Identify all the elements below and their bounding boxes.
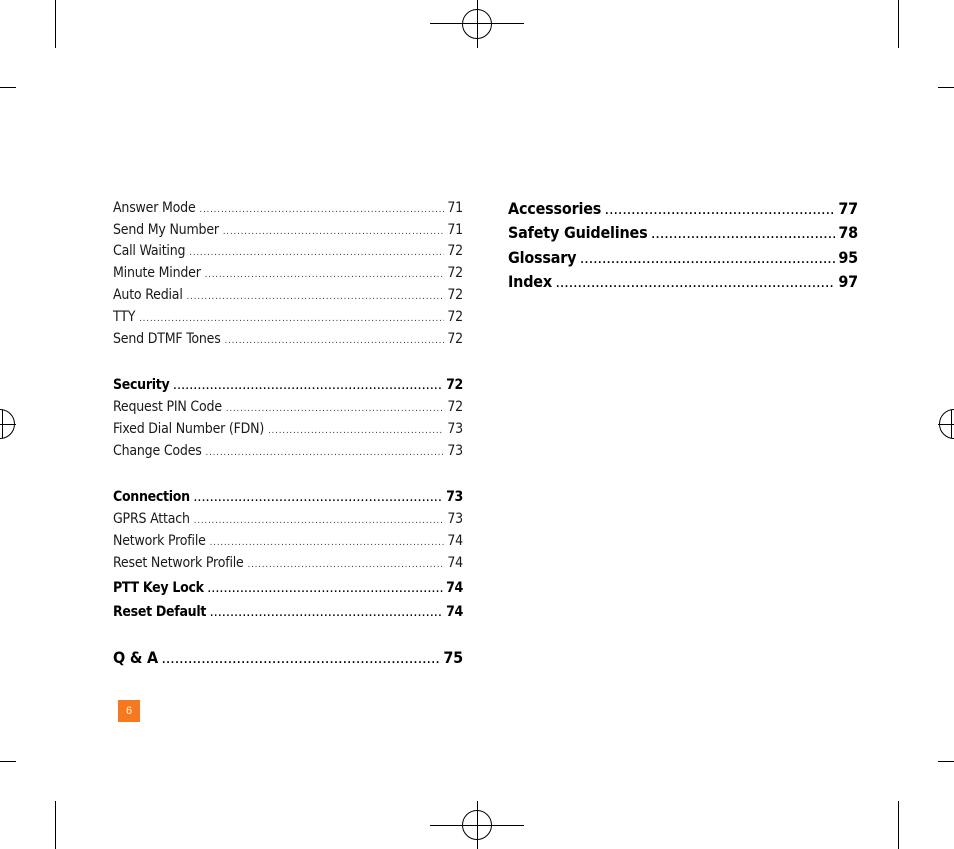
- toc-entry-page: 73: [446, 489, 463, 506]
- dot-leader: [225, 337, 445, 346]
- toc-entry[interactable]: [113, 309, 463, 327]
- toc-entry-page: 77: [838, 199, 858, 219]
- crop-mark: [898, 0, 899, 48]
- dot-leader: [580, 256, 835, 266]
- toc-entry-page: 72: [447, 309, 463, 326]
- toc-entry-page: 73: [447, 511, 463, 528]
- toc-entry-page: 74: [447, 555, 463, 572]
- toc-entry-page: 73: [447, 443, 463, 460]
- dot-leader: [173, 383, 443, 392]
- toc-entry-page: 75: [443, 648, 463, 668]
- crop-mark: [55, 801, 56, 849]
- crop-mark: [0, 87, 16, 88]
- toc-entry[interactable]: [113, 265, 463, 283]
- crop-mark: [55, 0, 56, 48]
- registration-circle: [462, 9, 492, 39]
- dot-leader: [605, 207, 835, 217]
- toc-entry-label: Send My Number: [113, 222, 219, 239]
- toc-entry-page: 74: [446, 580, 463, 597]
- toc-entry[interactable]: [113, 377, 463, 395]
- toc-entry-label: Send DTMF Tones: [113, 331, 221, 348]
- toc-entry-page: 72: [447, 265, 463, 282]
- toc-entry[interactable]: [113, 443, 463, 461]
- dot-leader: [205, 271, 445, 280]
- toc-entry-page: 71: [447, 200, 463, 217]
- dot-leader: [556, 280, 835, 290]
- toc-entry-page: 71: [447, 222, 463, 239]
- toc-entry[interactable]: [113, 399, 463, 417]
- toc-entry-page: 78: [838, 223, 858, 243]
- toc-entry[interactable]: [113, 533, 463, 551]
- dot-leader: [139, 315, 444, 324]
- toc-entry-label: Change Codes: [113, 443, 202, 460]
- toc-entry-label: Auto Redial: [113, 287, 183, 304]
- toc-entry-page: 74: [447, 533, 463, 550]
- page-number-badge: 6: [118, 700, 140, 722]
- toc-entry-label: Accessories: [508, 199, 602, 219]
- toc-entry[interactable]: [113, 511, 463, 529]
- toc-entry-label: Q & A: [113, 648, 158, 668]
- crop-mark: [898, 801, 899, 849]
- toc-entry-label: Safety Guidelines: [508, 223, 648, 243]
- dot-leader: [194, 517, 445, 526]
- toc-entry-label: Reset Default: [113, 604, 207, 621]
- toc-entry[interactable]: [113, 287, 463, 305]
- toc-entry[interactable]: [508, 248, 858, 268]
- dot-leader: [651, 231, 835, 241]
- toc-entry-label: Answer Mode: [113, 200, 196, 217]
- toc-entry-label: TTY: [113, 309, 136, 326]
- dot-leader: [268, 427, 444, 436]
- toc-entry-page: 97: [838, 272, 858, 292]
- toc-entry-label: GPRS Attach: [113, 511, 190, 528]
- toc-entry[interactable]: [113, 200, 463, 218]
- toc-entry[interactable]: [113, 604, 463, 622]
- toc-entry[interactable]: [113, 421, 463, 439]
- dot-leader: [210, 539, 445, 548]
- toc-entry[interactable]: [508, 199, 858, 219]
- toc-entry[interactable]: [113, 222, 463, 240]
- dot-leader: [206, 449, 445, 458]
- toc-entry-label: Index: [508, 272, 552, 292]
- toc-entry-label: Minute Minder: [113, 265, 201, 282]
- dot-leader: [189, 249, 444, 258]
- dot-leader: [187, 293, 445, 302]
- toc-entry-label: Reset Network Profile: [113, 555, 244, 572]
- toc-entry-label: PTT Key Lock: [113, 580, 204, 597]
- dot-leader: [162, 656, 440, 666]
- toc-entry-page: 72: [447, 331, 463, 348]
- toc-entry-page: 74: [446, 604, 463, 621]
- toc-entry-label: Security: [113, 377, 170, 394]
- toc-entry-page: 72: [447, 243, 463, 260]
- toc-entry-label: Call Waiting: [113, 243, 186, 260]
- toc-entry[interactable]: [113, 580, 463, 598]
- toc-entry-label: Network Profile: [113, 533, 206, 550]
- crop-mark: [938, 761, 954, 762]
- toc-entry[interactable]: [508, 272, 858, 292]
- toc-entry[interactable]: [113, 243, 463, 261]
- toc-entry-label: Glossary: [508, 248, 577, 268]
- crop-mark: [938, 87, 954, 88]
- toc-entry-label: Connection: [113, 489, 190, 506]
- registration-circle: [462, 810, 492, 840]
- toc-entry-page: 72: [447, 399, 463, 416]
- dot-leader: [223, 228, 445, 237]
- dot-leader: [226, 405, 444, 414]
- dot-leader: [200, 206, 445, 215]
- toc-entry-page: 72: [446, 377, 463, 394]
- dot-leader: [194, 495, 443, 504]
- toc-entry-page: 72: [447, 287, 463, 304]
- toc-entry[interactable]: [113, 648, 463, 668]
- toc-entry-page: 73: [447, 421, 463, 438]
- dot-leader: [248, 561, 445, 570]
- toc-entry-label: Fixed Dial Number (FDN): [113, 421, 265, 438]
- toc-entry[interactable]: [113, 489, 463, 507]
- crop-mark: [0, 761, 16, 762]
- toc-entry-label: Request PIN Code: [113, 399, 222, 416]
- toc-entry[interactable]: [113, 331, 463, 349]
- toc-entry-page: 95: [838, 248, 858, 268]
- toc-entry[interactable]: [113, 555, 463, 573]
- toc-entry[interactable]: [508, 223, 858, 243]
- dot-leader: [208, 586, 443, 595]
- dot-leader: [210, 610, 443, 619]
- registration-circle: [939, 409, 954, 439]
- registration-circle: [0, 409, 15, 439]
